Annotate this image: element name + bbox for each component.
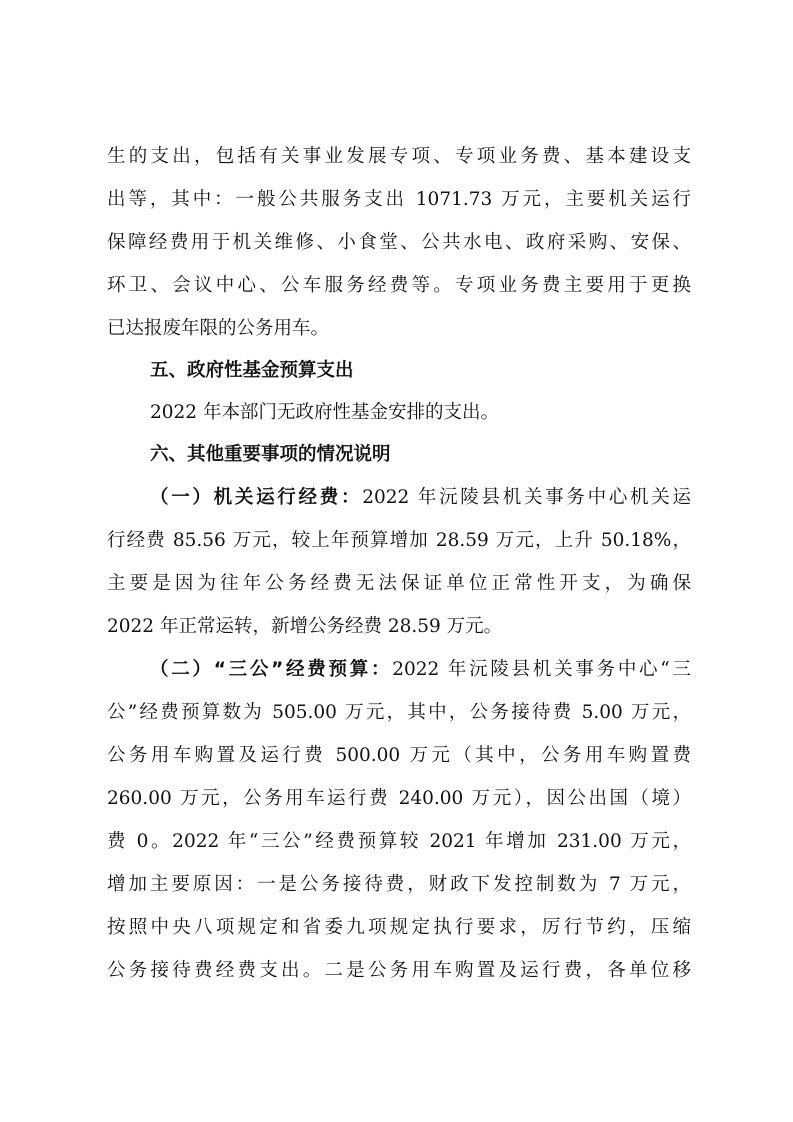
paragraph-line: 增加主要原因：一是公务接待费，财政下发控制数为 7 万元，: [107, 874, 691, 895]
paragraph-line: 生的支出，包括有关事业发展专项、专项业务费、基本建设支: [107, 146, 691, 167]
paragraph-line: 环卫、会议中心、公车服务经费等。专项业务费主要用于更换: [107, 275, 691, 296]
item-first-line: [150, 655, 691, 685]
paragraph-line: 公务接待费经费支出。二是公务用车购置及运行费，各单位移: [107, 960, 691, 981]
paragraph-line: 已达报废年限的公务用车。: [107, 318, 330, 339]
paragraph-line: 按照中央八项规定和省委九项规定执行要求，厉行节约，压缩: [107, 917, 691, 938]
paragraph-line: 2022 年本部门无政府性基金安排的支出。: [150, 402, 499, 423]
section-heading: 五、政府性基金预算支出: [150, 360, 354, 381]
paragraph-line: 保障经费用于机关维修、小食堂、公共水电、政府采购、安保、: [107, 232, 691, 253]
paragraph-line: 行经费 85.56 万元，较上年预算增加 28.59 万元，上升 50.18%，: [107, 530, 691, 551]
paragraph-line: 费 0。2022 年“三公”经费预算较 2021 年增加 231.00 万元，: [107, 831, 691, 852]
item-text: 2022 年沅陵县机关事务中心机关运: [362, 487, 691, 508]
paragraph-line: 公”经费预算数为 505.00 万元，其中，公务接待费 5.00 万元，: [107, 702, 691, 723]
paragraph-line: 公务用车购置及运行费 500.00 万元（其中，公务用车购置费: [107, 745, 691, 766]
section-heading: 六、其他重要事项的情况说明: [150, 444, 391, 465]
paragraph-line: 主要是因为往年公务经费无法保证单位正常性开支，为确保: [107, 573, 691, 594]
item-text: 2022 年沅陵县机关事务中心“三: [392, 659, 691, 680]
paragraph-line: 2022 年正常运转，新增公务经费 28.59 万元。: [107, 616, 503, 637]
paragraph-line: 260.00 万元，公务用车运行费 240.00 万元），因公出国（境）: [107, 788, 691, 809]
item-label: （一）机关运行经费：: [150, 487, 363, 508]
paragraph-line: 出等，其中：一般公共服务支出 1071.73 万元，主要机关运行: [107, 189, 691, 210]
item-label: （二）“三公”经费预算：: [150, 659, 393, 680]
item-first-line: [150, 483, 691, 513]
